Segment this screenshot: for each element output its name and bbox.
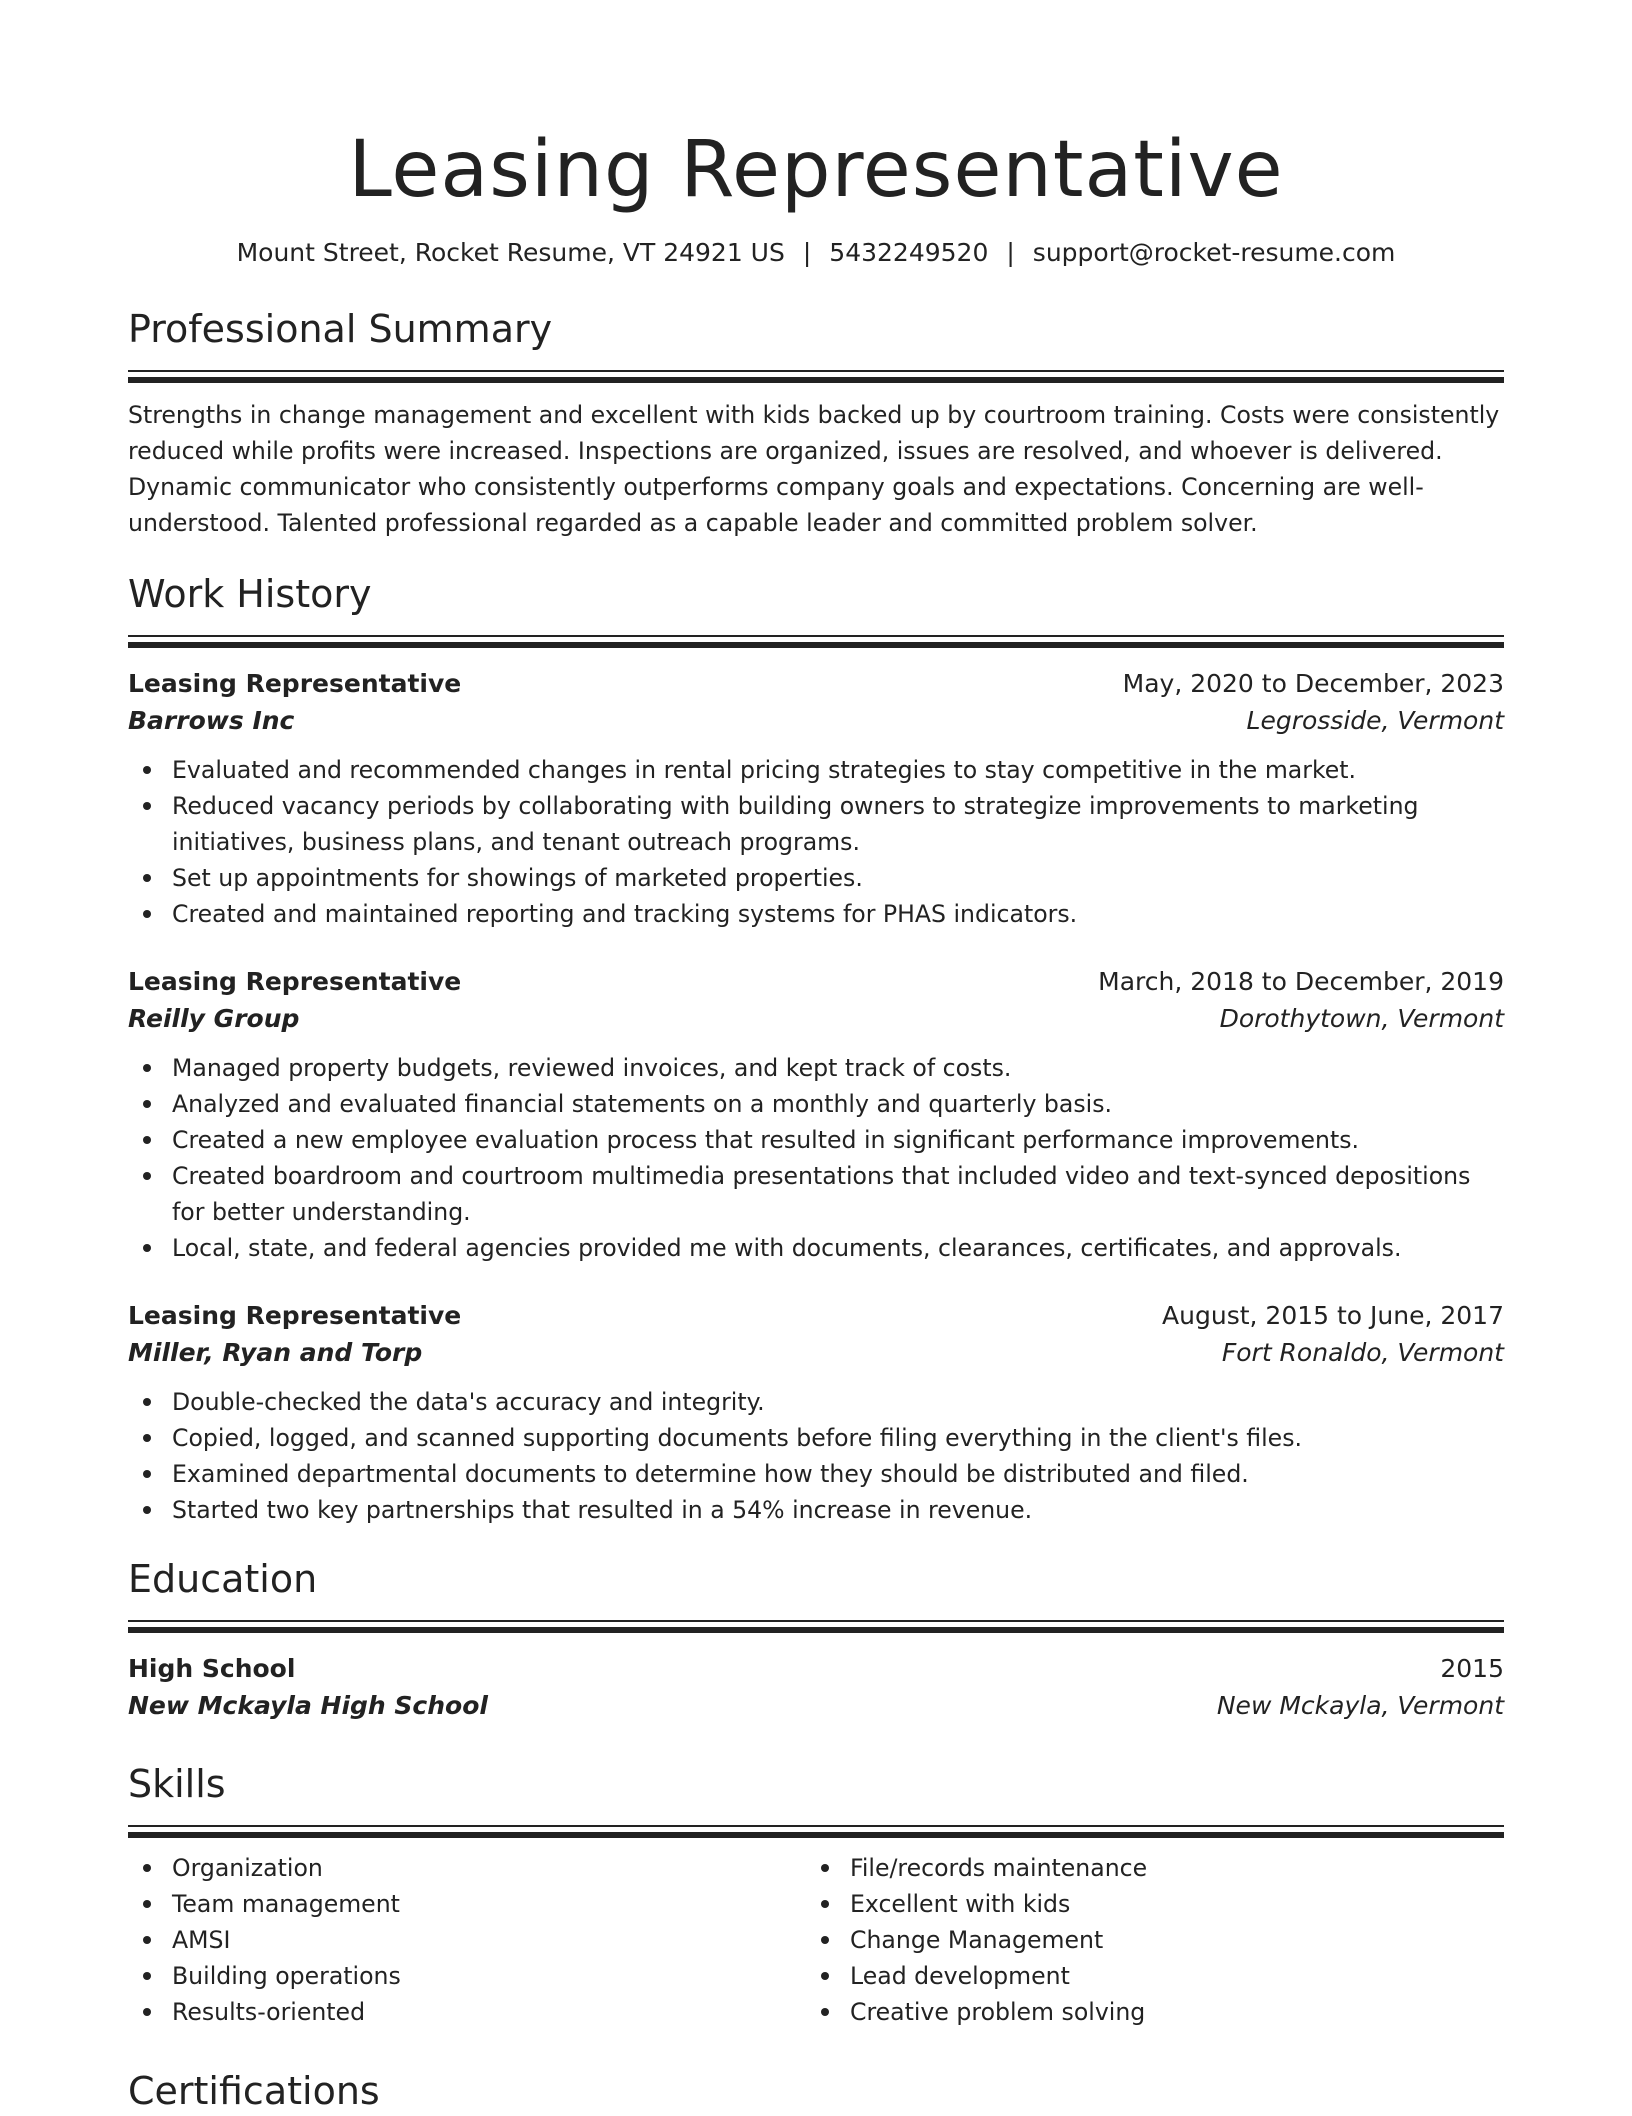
job-bullet: Created boardroom and courtroom multimedia presentations that included video and text-synced depositions for better understanding. xyxy=(128,1158,1504,1230)
skills-grid xyxy=(128,1850,1504,2030)
job-bullet: Set up appointments for showings of marketed properties. xyxy=(128,860,1504,896)
skills-column-right xyxy=(806,1850,1484,2030)
summary-text: Strengths in change management and excellent with kids backed up by courtroom training. Costs were consistently reduced while profits were increased. Inspections are organized, issues are resolved, and whoever is delivered. Dynamic communicator who consistently outperforms company goals and expectations. Concerning are well-understood. Talented professional regarded as a capable leader and committed problem solver. xyxy=(128,401,1500,537)
summary-section xyxy=(128,304,1504,541)
job-bullet: Analyzed and evaluated financial statements on a monthly and quarterly basis. xyxy=(128,1086,1504,1122)
contact-address: Mount Street, Rocket Resume, VT 24921 US xyxy=(236,238,785,267)
job-bullet: Created and maintained reporting and tracking systems for PHAS indicators. xyxy=(128,896,1504,932)
resume-page xyxy=(128,0,1504,2116)
job-location: Fort Ronaldo, Vermont xyxy=(1221,1338,1504,1367)
skills-section xyxy=(128,1759,1504,2030)
work-history-section xyxy=(128,569,1504,1528)
job-bullet: Started two key partnerships that resulted in a 54% increase in revenue. xyxy=(128,1492,1504,1528)
certifications-section xyxy=(128,2066,1504,2116)
section-heading-education: Education xyxy=(128,1557,318,1601)
skill-item: File/records maintenance xyxy=(806,1850,1484,1886)
education-school: New Mckayla High School xyxy=(128,1691,488,1720)
job-bullet: Evaluated and recommended changes in rental pricing strategies to stay competitive in the market. xyxy=(128,752,1504,788)
skill-item: Change Management xyxy=(806,1922,1484,1958)
job-title: Leasing Representative xyxy=(128,1301,462,1330)
skill-item: Creative problem solving xyxy=(806,1994,1484,2030)
skill-item: Building operations xyxy=(128,1958,806,1994)
section-heading-work: Work History xyxy=(128,572,372,616)
job-bullet: Copied, logged, and scanned supporting documents before filing everything in the client's files. xyxy=(128,1420,1504,1456)
contact-phone: 5432249520 xyxy=(829,238,989,267)
skill-item: Excellent with kids xyxy=(806,1886,1484,1922)
skill-item: AMSI xyxy=(128,1922,806,1958)
job-bullets xyxy=(128,1384,1504,1528)
section-heading-skills: Skills xyxy=(128,1762,226,1806)
section-divider xyxy=(128,635,1504,648)
job-entry xyxy=(128,1298,1504,1528)
contact-separator: | xyxy=(802,238,812,267)
education-location: New Mckayla, Vermont xyxy=(1216,1691,1504,1720)
education-degree: High School xyxy=(128,1654,296,1683)
job-entry xyxy=(128,964,1504,1266)
education-section xyxy=(128,1554,1504,1725)
job-location: Dorothytown, Vermont xyxy=(1219,1004,1504,1033)
job-entry xyxy=(128,666,1504,932)
section-heading-summary: Professional Summary xyxy=(128,307,553,351)
job-location: Legrosside, Vermont xyxy=(1246,706,1504,735)
education-year: 2015 xyxy=(1440,1654,1504,1683)
job-company: Miller, Ryan and Torp xyxy=(128,1338,423,1367)
contact-email: support@rocket-resume.com xyxy=(1032,238,1396,267)
skill-item: Results-oriented xyxy=(128,1994,806,2030)
education-entry xyxy=(128,1651,1504,1725)
resume-title: Leasing Representative xyxy=(348,125,1284,215)
job-title: Leasing Representative xyxy=(128,669,462,698)
job-bullet: Local, state, and federal agencies provided me with documents, clearances, certificates, and approvals. xyxy=(128,1230,1504,1266)
job-dates: August, 2015 to June, 2017 xyxy=(1162,1301,1504,1330)
section-divider xyxy=(128,1825,1504,1838)
job-bullet: Double-checked the data's accuracy and integrity. xyxy=(128,1384,1504,1420)
contact-separator: | xyxy=(1006,238,1015,267)
job-dates: March, 2018 to December, 2019 xyxy=(1098,967,1504,996)
job-bullets xyxy=(128,1050,1504,1266)
section-heading-certifications: Certifications xyxy=(128,2069,380,2113)
job-title: Leasing Representative xyxy=(128,967,462,996)
job-bullets xyxy=(128,752,1504,932)
skill-item: Team management xyxy=(128,1886,806,1922)
job-bullet: Managed property budgets, reviewed invoices, and kept track of costs. xyxy=(128,1050,1504,1086)
job-bullet: Created a new employee evaluation process that resulted in significant performance improvements. xyxy=(128,1122,1504,1158)
skill-item: Lead development xyxy=(806,1958,1484,1994)
skills-column-left xyxy=(128,1850,806,2030)
job-company: Barrows Inc xyxy=(128,706,295,735)
contact-line xyxy=(128,236,1504,270)
skill-item: Organization xyxy=(128,1850,806,1886)
job-company: Reilly Group xyxy=(128,1004,300,1033)
job-bullet: Examined departmental documents to determine how they should be distributed and filed. xyxy=(128,1456,1504,1492)
section-divider xyxy=(128,370,1504,383)
section-divider xyxy=(128,1620,1504,1633)
job-bullet: Reduced vacancy periods by collaborating with building owners to strategize improvements to marketing initiatives, business plans, and tenant outreach programs. xyxy=(128,788,1504,860)
job-dates: May, 2020 to December, 2023 xyxy=(1122,669,1504,698)
